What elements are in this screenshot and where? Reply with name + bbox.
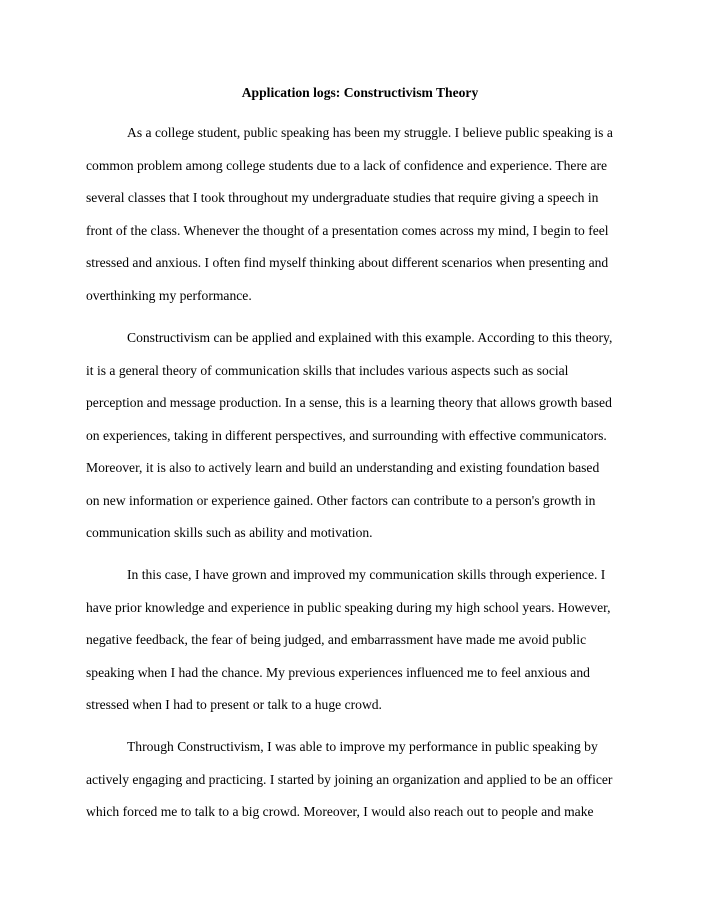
paragraph-line: Moreover, it is also to actively learn and build an understanding and existing foundation based [86, 460, 600, 475]
paragraph-line: on experiences, taking in different perspectives, and surrounding with effective communicators. [86, 427, 607, 443]
paragraph-line: on new information or experience gained. Other factors can contribute to a person's growth in [86, 492, 596, 508]
paragraph-line: stressed when I had to present or talk to a huge crowd. [86, 697, 382, 712]
paragraph-line: which forced me to talk to a big crowd. Moreover, I would also reach out to people and make [86, 804, 594, 819]
paragraph-1 [86, 117, 646, 312]
paragraph-line: Constructivism can be applied and explained with this example. According to this theory, [127, 330, 613, 345]
paragraph-line: several classes that I took throughout my undergraduate studies that require giving a speech in [86, 190, 599, 205]
paragraph-line: it is a general theory of communication skills that includes various aspects such as social [86, 362, 569, 378]
paragraph-line: communication skills such as ability and motivation. [86, 525, 373, 540]
paragraph-4 [86, 731, 646, 829]
paragraph-line: negative feedback, the fear of being judged, and embarrassment have made me avoid public [86, 632, 587, 647]
paragraph-3 [86, 559, 646, 722]
paragraph-line: speaking when I had the chance. My previous experiences influenced me to feel anxious and [86, 664, 590, 680]
paragraph-line: stressed and anxious. I often find myself thinking about different scenarios when presenting and [86, 255, 609, 270]
paragraph-line: have prior knowledge and experience in public speaking during my high school years. However, [86, 599, 611, 615]
paragraph-line: common problem among college students due to a lack of confidence and experience. There are [86, 157, 608, 173]
paragraph-line: actively engaging and practicing. I started by joining an organization and applied to be an officer [86, 771, 613, 787]
document-title: Application logs: Constructivism Theory [241, 85, 479, 100]
paragraph-line: Through Constructivism, I was able to improve my performance in public speaking by [127, 739, 598, 754]
paragraph-line: overthinking my performance. [86, 287, 252, 303]
paragraph-line: In this case, I have grown and improved my communication skills through experience. I [127, 567, 606, 582]
paragraph-line: As a college student, public speaking has been my struggle. I believe public speaking is a [127, 125, 613, 140]
paragraph-line: perception and message production. In a sense, this is a learning theory that allows growth based [86, 395, 612, 410]
paragraph-line: front of the class. Whenever the thought of a presentation comes across my mind, I begin to feel [86, 222, 609, 238]
paragraph-2 [86, 322, 646, 550]
